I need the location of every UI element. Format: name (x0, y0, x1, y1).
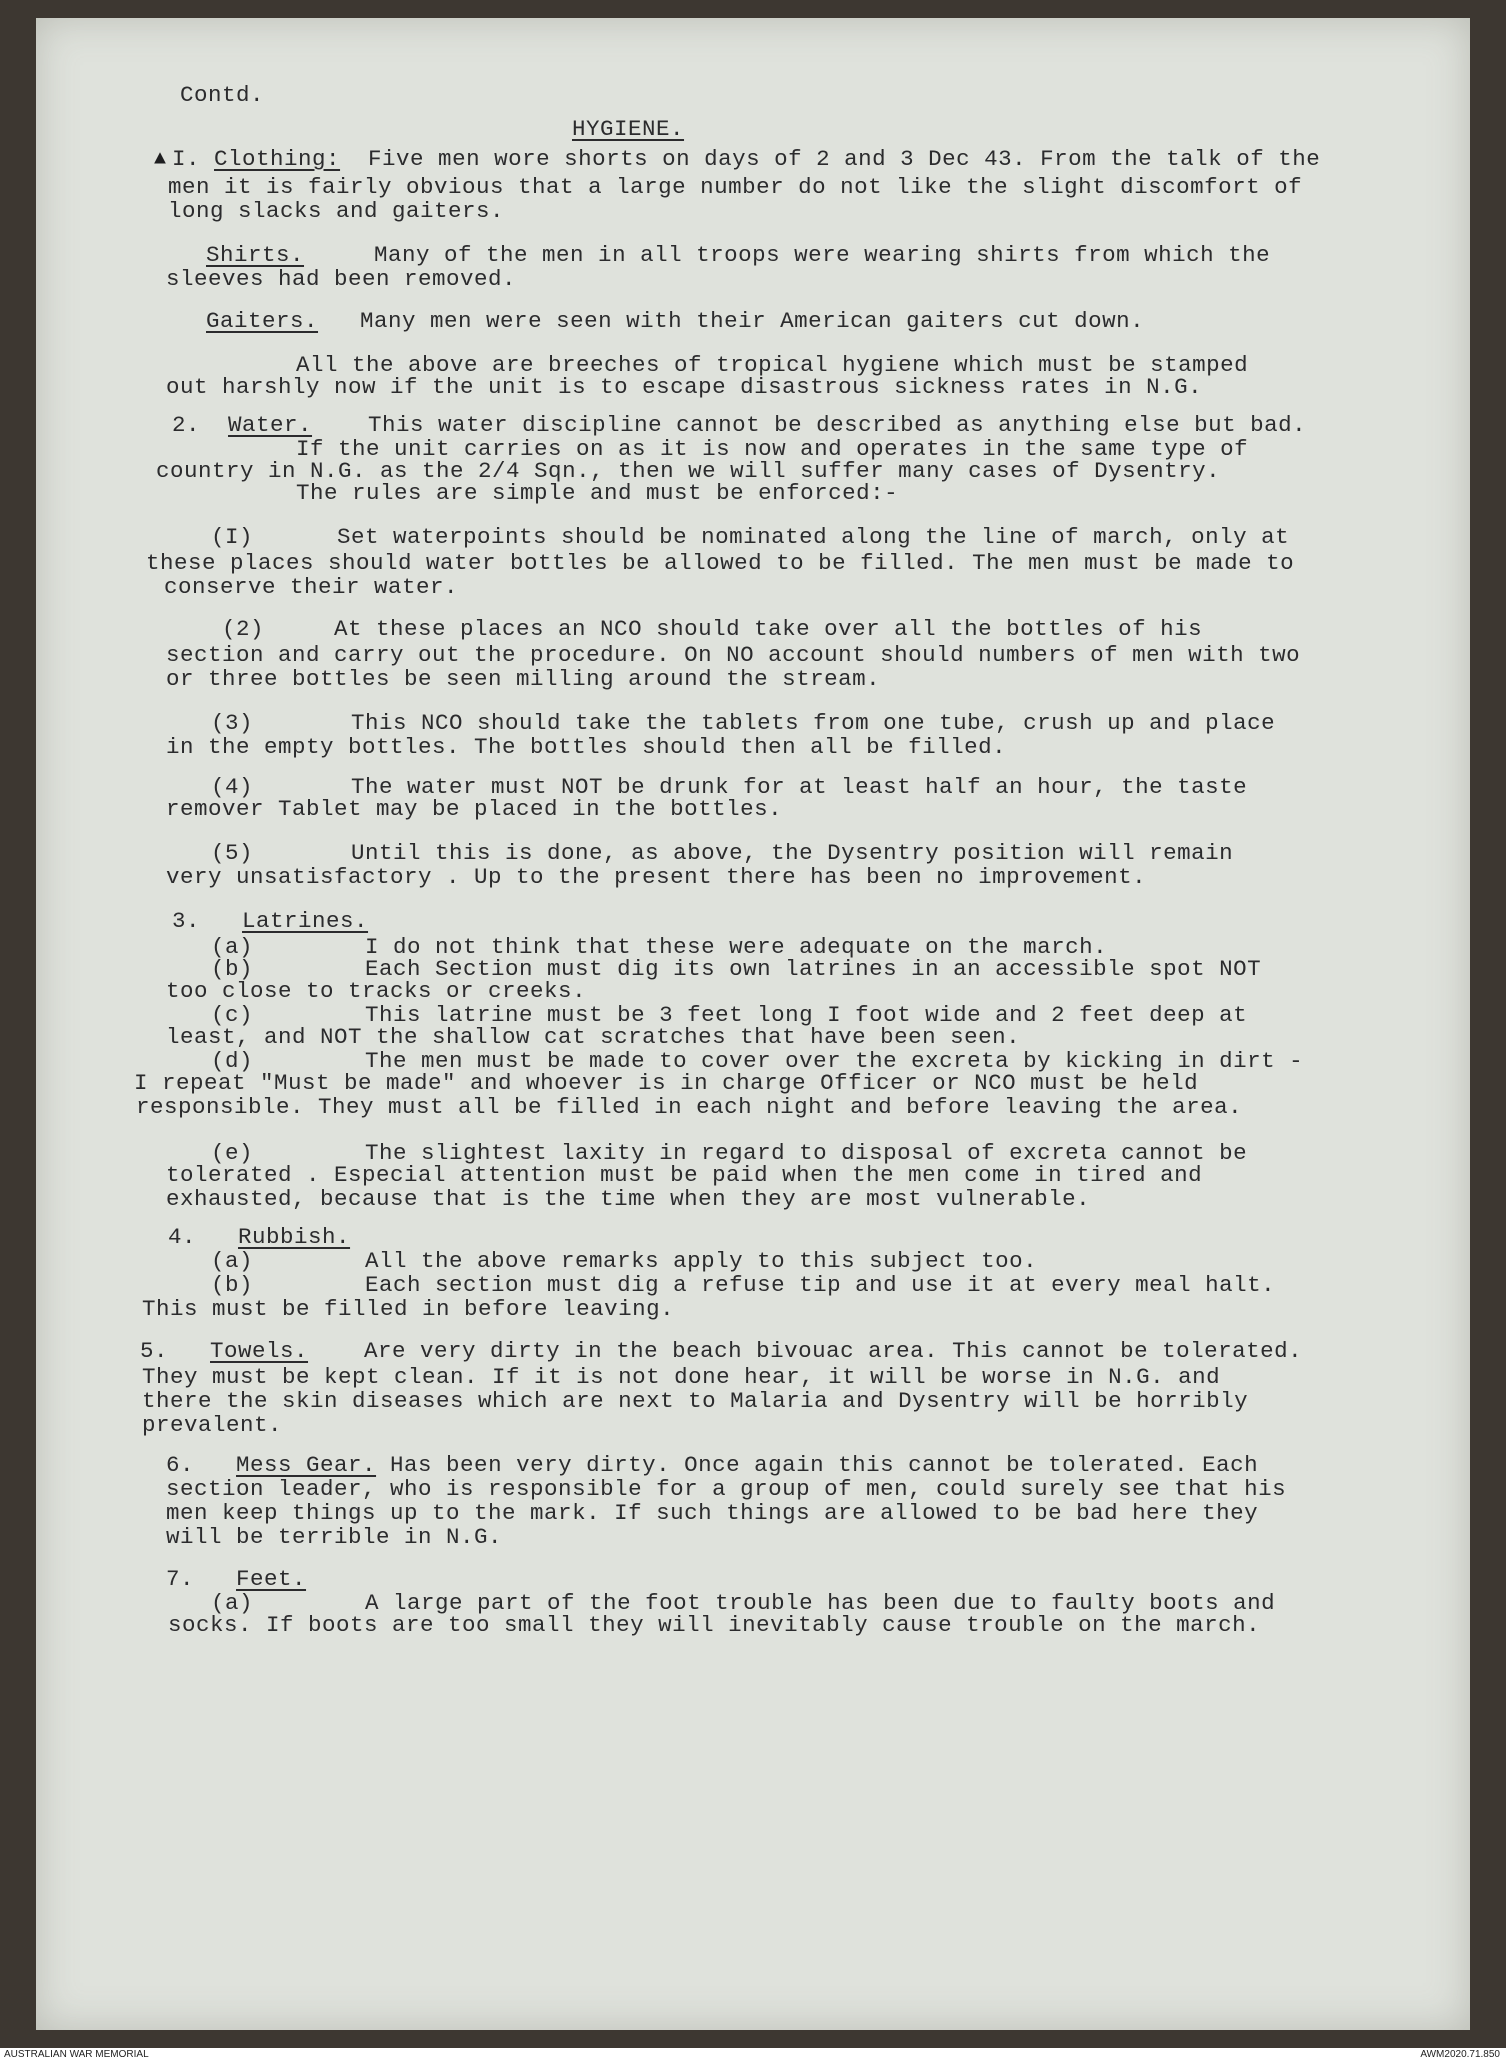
document-line (142, 1388, 1248, 1414)
line-text: too close to tracks or creeks. (166, 978, 587, 1004)
document-line (142, 1412, 282, 1438)
line-text: Are very dirty in the beach bivouac area. This cannot be tolerated. (308, 1338, 1303, 1364)
line-text: men it is fairly obvious that a large number do not like the slight discomfort of (168, 174, 1303, 200)
section-heading: Clothing: (214, 146, 341, 172)
line-text: (a) A large part of the foot trouble has been due to faulty boots and (211, 1590, 1276, 1616)
document-line (166, 666, 880, 692)
line-text: country in N.G. as the 2/4 Sqn., then we will suffer many cases of Dysentry. (156, 458, 1221, 484)
line-text: responsible. They must all be filled in each night and before leaving the area. (136, 1094, 1243, 1120)
section-heading: Gaiters. (206, 308, 319, 334)
document-line (166, 796, 782, 822)
line-text: This water discipline cannot be described as anything else but bad. (312, 412, 1307, 438)
line-text: tolerated . Especial attention must be paid when the men come in tired and (166, 1162, 1203, 1188)
section-number: 7. (166, 1566, 237, 1592)
line-text: (5) Until this is done, as above, the Dysentry position will remain (211, 840, 1234, 866)
line-text: these places should water bottles be allowed to be filled. The men must be made to (146, 550, 1295, 576)
line-text: section and carry out the procedure. On NO account should numbers of men with two (166, 642, 1301, 668)
line-text: men keep things up to the mark. If such things are allowed to be bad here they (166, 1500, 1259, 1526)
document-line (168, 1224, 350, 1250)
line-text: or three bottles be seen milling around the stream. (166, 666, 881, 692)
document-line (134, 1070, 1198, 1096)
line-text: sleeves had been removed. (166, 266, 517, 292)
section-heading: Shirts. (206, 242, 305, 268)
document-line (166, 266, 516, 292)
document-line (172, 146, 1320, 172)
line-text: Has been very dirty. Once again this cannot be tolerated. Each (376, 1452, 1259, 1478)
document-line (166, 1162, 1202, 1188)
line-text: Many men were seen with their American gaiters cut down. (318, 308, 1145, 334)
line-text: (b) Each section must dig a refuse tip and use it at every meal halt. (211, 1272, 1276, 1298)
document-line (222, 616, 1202, 642)
document-line (166, 1452, 1258, 1478)
document-line (166, 1524, 502, 1550)
document-line (166, 734, 1006, 760)
document-line (206, 308, 1144, 334)
document-line (164, 574, 458, 600)
document-line (168, 174, 1302, 200)
section-heading: Feet. (236, 1566, 307, 1592)
section-number: 4. (168, 1224, 239, 1250)
line-text: (I) Set waterpoints should be nominated along the line of march, only at (211, 524, 1290, 550)
document-line (166, 1566, 306, 1592)
line-text: (a) All the above remarks apply to this subject too. (211, 1248, 1038, 1274)
document-line (172, 412, 1306, 438)
contd-label: Contd. (180, 82, 265, 108)
section-number: 3. (172, 908, 243, 934)
line-text: (4) The water must NOT be drunk for at least half an hour, the taste (211, 774, 1248, 800)
archive-footer (0, 2048, 1506, 2061)
document-line (140, 1338, 1302, 1364)
line-text: remover Tablet may be placed in the bottles. (166, 796, 783, 822)
document-line (166, 1186, 1090, 1212)
section-heading: Towels. (210, 1338, 309, 1364)
section-number: I. (172, 146, 215, 172)
document-line (211, 1272, 1275, 1298)
document-line (211, 710, 1275, 736)
section-heading: Water. (228, 412, 313, 438)
document-line (166, 642, 1300, 668)
line-text: very unsatisfactory . Up to the present there has been no improvement. (166, 864, 1147, 890)
line-text: least, and NOT the shallow cat scratches that have been seen. (166, 1024, 1021, 1050)
document-line (166, 978, 586, 1004)
document-line (296, 480, 898, 506)
line-text: The rules are simple and must be enforced:- (296, 480, 899, 506)
document-line (211, 840, 1233, 866)
section-heading: Rubbish. (238, 1224, 351, 1250)
document-line (142, 1364, 1220, 1390)
line-text: exhausted, because that is the time when they are most vulnerable. (166, 1186, 1091, 1212)
document-line (168, 1612, 1260, 1638)
line-text: out harshly now if the unit is to escape disastrous sickness rates in N.G. (166, 374, 1203, 400)
line-text: (d) The men must be made to cover over the excreta by kicking in dirt - (211, 1048, 1304, 1074)
line-text: long slacks and gaiters. (168, 198, 505, 224)
document-line (206, 242, 1270, 268)
line-text: (a) I do not think that these were adequate on the march. (211, 934, 1108, 960)
section-number: 2. (172, 412, 229, 438)
document-line (211, 524, 1289, 550)
section-number: 6. (166, 1452, 237, 1478)
document-line (136, 1094, 1242, 1120)
line-text: They must be kept clean. If it is not done hear, it will be worse in N.G. and (142, 1364, 1221, 1390)
document-line (166, 374, 1202, 400)
footer-reference: AWM2020.71.850 (1420, 2049, 1500, 2060)
section-heading: Mess Gear. (236, 1452, 377, 1478)
line-text: (e) The slightest laxity in regard to disposal of excreta cannot be (211, 1140, 1248, 1166)
line-text: will be terrible in N.G. (166, 1524, 503, 1550)
footer-institution: AUSTRALIAN WAR MEMORIAL (4, 2049, 149, 2060)
line-text: prevalent. (142, 1412, 283, 1438)
line-text: Many of the men in all troops were wearing shirts from which the (304, 242, 1271, 268)
line-text: This must be filled in before leaving. (142, 1296, 675, 1322)
page-title: HYGIENE. (572, 116, 685, 142)
line-text: there the skin diseases which are next to Malaria and Dysentry will be horribly (142, 1388, 1249, 1414)
line-text: If the unit carries on as it is now and operates in the same type of (296, 436, 1249, 462)
document-line (166, 1500, 1258, 1526)
punch-mark: ▲ (154, 148, 167, 171)
line-text: (c) This latrine must be 3 feet long I foot wide and 2 feet deep at (211, 1002, 1248, 1028)
document-line (172, 908, 368, 934)
document-line (142, 1296, 674, 1322)
line-text: (2) At these places an NCO should take over all the bottles of his (222, 616, 1203, 642)
document-line (211, 1248, 1037, 1274)
line-text: I repeat "Must be made" and whoever is in charge Officer or NCO must be held (134, 1070, 1199, 1096)
document-line (146, 550, 1294, 576)
line-text: All the above are breeches of tropical hygiene which must be stamped (296, 352, 1249, 378)
document-page (36, 18, 1470, 2030)
line-text: (b) Each Section must dig its own latrines in an accessible spot NOT (211, 956, 1262, 982)
section-heading: Latrines. (242, 908, 369, 934)
document-line (168, 198, 504, 224)
document-line (166, 864, 1146, 890)
line-text: in the empty bottles. The bottles should then all be filled. (166, 734, 1007, 760)
section-number: 5. (140, 1338, 211, 1364)
line-text: section leader, who is responsible for a group of men, could surely see that his (166, 1476, 1287, 1502)
line-text: socks. If boots are too small they will inevitably cause trouble on the march. (168, 1612, 1261, 1638)
line-text: conserve their water. (164, 574, 459, 600)
line-text: Five men wore shorts on days of 2 and 3 Dec 43. From the talk of the (340, 146, 1321, 172)
document-line (166, 1476, 1286, 1502)
document-line (166, 1024, 1020, 1050)
line-text: (3) This NCO should take the tablets from one tube, crush up and place (211, 710, 1276, 736)
